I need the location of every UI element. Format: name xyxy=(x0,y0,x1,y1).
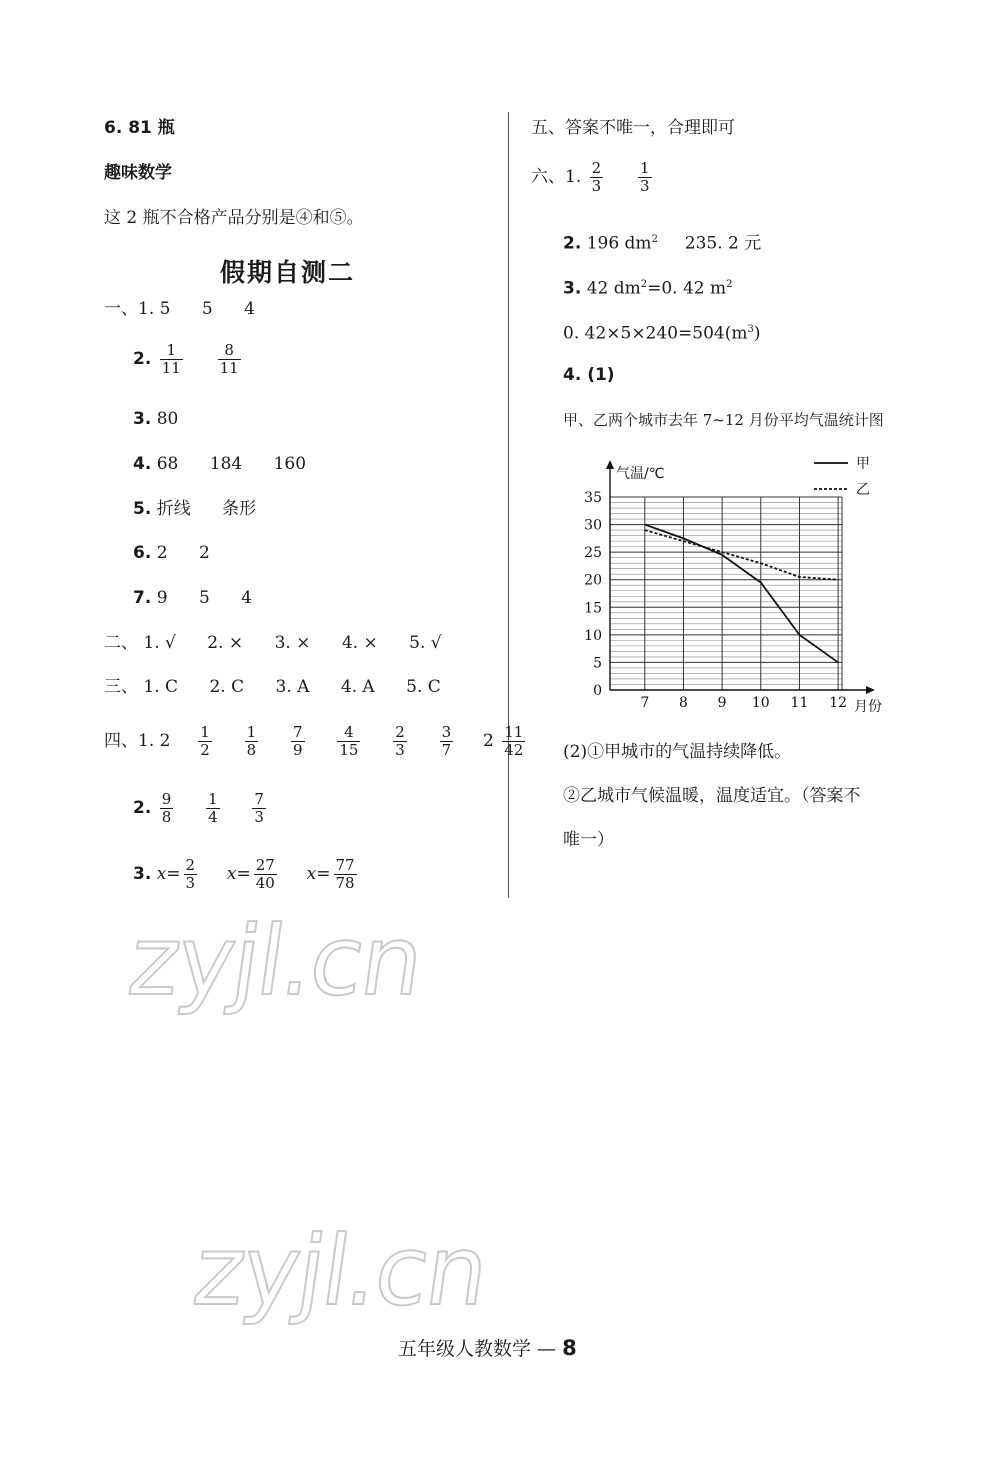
s4-q2-f0 xyxy=(160,791,174,826)
s6-q4-2: (2)①甲城市的气温持续降低。 xyxy=(563,742,792,762)
page-footer xyxy=(398,1334,577,1361)
s4-q3-var2: x= xyxy=(306,864,331,884)
s4-q2-label: 2. xyxy=(133,798,152,818)
s4-q1-mixed-whole: 2 xyxy=(482,731,494,751)
s4-q1-f2 xyxy=(291,724,305,759)
s3-i1: 2. C xyxy=(209,677,245,697)
x-tick-label: 7 xyxy=(640,695,650,711)
s6-q2-a: 196 dm xyxy=(586,233,652,254)
s2-i4: 5. √ xyxy=(409,633,442,653)
s1-q7-label: 7. xyxy=(133,588,152,608)
num: 2 xyxy=(395,723,405,741)
s4-q3-f2 xyxy=(334,857,357,892)
s1-q2 xyxy=(133,342,244,377)
num: 1 xyxy=(200,723,210,741)
num: 4 xyxy=(344,723,354,741)
s4-q3-f1 xyxy=(254,857,277,892)
s6-q4-3b: 唯一） xyxy=(563,830,614,850)
chart-title: 甲、乙两个城市去年 7~12 月份平均气温统计图 xyxy=(563,411,884,429)
num: 77 xyxy=(335,856,355,874)
s1-q3-v0: 80 xyxy=(156,409,179,429)
s4-q1-mixed xyxy=(502,724,525,759)
y-axis-label: 气温/℃ xyxy=(616,466,665,482)
fun-math-answer: 这 2 瓶不合格产品分别是④和⑤。 xyxy=(104,208,364,228)
num: 1 xyxy=(208,790,218,808)
y-tick-label: 15 xyxy=(584,600,602,617)
fun-math-heading: 趣味数学 xyxy=(104,163,172,183)
s1-q5 xyxy=(133,498,256,520)
s6-q3-line2-close: ) xyxy=(753,323,761,344)
s1-q6 xyxy=(133,542,210,564)
den: 8 xyxy=(246,741,257,759)
s6-q3-line2-sup: 3 xyxy=(747,324,754,335)
s3-i4: 5. C xyxy=(406,677,441,697)
num: 7 xyxy=(254,790,264,808)
num: 7 xyxy=(293,723,303,741)
s1-q7-v2: 4 xyxy=(241,588,252,608)
den: 2 xyxy=(200,741,210,759)
s6-q3-sup1: 2 xyxy=(640,279,648,290)
watermark-1: zyjl.cn xyxy=(122,905,429,1017)
s6-q1-f0 xyxy=(590,160,604,195)
den: 42 xyxy=(504,741,524,759)
footer-text: 五年级人教数学 — xyxy=(398,1338,563,1360)
s6-q3-mid: =0. 42 m xyxy=(647,278,727,299)
s4-q1-f3 xyxy=(337,724,360,759)
den: 3 xyxy=(395,741,405,759)
s6-q2-b: 235. 2 元 xyxy=(684,233,762,254)
s1-q4-v2: 160 xyxy=(273,454,307,474)
s1-q3-label: 3. xyxy=(133,409,152,429)
den: 3 xyxy=(185,874,196,892)
s4-q1-f5 xyxy=(440,724,454,759)
s1-q6-label: 6. xyxy=(133,543,152,563)
s1-q1-v1: 5 xyxy=(201,299,213,319)
s4-q1-lead: 2 xyxy=(159,731,171,751)
x-tick-label: 8 xyxy=(679,695,688,711)
s1-q4-v0: 68 xyxy=(156,454,179,474)
s2-i2: 3. × xyxy=(274,633,311,653)
series-line-1 xyxy=(645,530,838,580)
s2-i3: 4. × xyxy=(341,633,378,653)
y-tick-label: 10 xyxy=(584,627,602,644)
chart-series xyxy=(645,525,838,663)
s1-q7-v1: 5 xyxy=(198,588,210,608)
s5-answer: 五、答案不唯一，合理即可 xyxy=(531,118,735,138)
temperature-chart xyxy=(560,455,900,720)
y-axis-arrow xyxy=(606,460,614,469)
s6-q2 xyxy=(563,229,761,255)
s6-q3-sup2: 2 xyxy=(726,279,733,290)
num: 2 xyxy=(185,856,196,874)
chart-legend xyxy=(814,456,870,498)
den: 15 xyxy=(339,741,359,759)
s6-q1 xyxy=(531,160,655,195)
s3-i2: 3. A xyxy=(275,677,310,697)
chart-ticks xyxy=(584,490,847,711)
x-tick-label: 9 xyxy=(717,695,727,711)
s4-q3 xyxy=(133,857,360,892)
chart-grid xyxy=(610,497,842,690)
section-title: 假期自测二 xyxy=(220,258,356,287)
s1-q2-frac1 xyxy=(218,342,241,377)
den: 3 xyxy=(591,177,602,195)
s1-q4 xyxy=(133,453,306,475)
s4-q3-f0 xyxy=(184,857,198,892)
s3-i3: 4. A xyxy=(340,677,375,697)
s3-row xyxy=(104,676,441,698)
s1-q6-v0: 2 xyxy=(156,543,168,563)
den: 9 xyxy=(293,741,303,759)
page-number: 8 xyxy=(562,1336,577,1360)
watermark-2: zyjl.cn xyxy=(187,1215,494,1327)
num: 3 xyxy=(441,723,452,741)
s1-q5-v0: 折线 xyxy=(156,499,191,519)
s6-q4: 4. (1) xyxy=(563,365,615,385)
s6-q2-label: 2. xyxy=(563,233,582,254)
s6-q3-text: 42 dm xyxy=(586,278,641,299)
y-tick-label: 30 xyxy=(584,517,602,534)
s1-q5-label: 5. xyxy=(133,499,152,519)
s4-q2 xyxy=(133,791,269,826)
s6-q2-a-sup: 2 xyxy=(651,234,658,245)
num: 27 xyxy=(255,856,275,874)
num: 9 xyxy=(161,790,172,808)
s4-q1 xyxy=(104,724,528,759)
s6-q1-f1 xyxy=(638,160,652,195)
y-tick-label: 5 xyxy=(593,655,602,672)
s4-q3-var0: x= xyxy=(156,864,181,884)
den: 40 xyxy=(255,874,275,892)
s1-q7 xyxy=(133,587,252,609)
s1-q1-label: 一、1. xyxy=(104,299,155,319)
s6-q3 xyxy=(563,274,733,300)
s4-q1-f0 xyxy=(198,724,212,759)
legend-label-1: 乙 xyxy=(856,482,870,498)
den: 11 xyxy=(161,359,181,377)
s6-q3-label: 3. xyxy=(563,278,582,299)
s4-q2-f2 xyxy=(252,791,266,826)
den: 78 xyxy=(335,874,355,892)
s4-q1-label: 四、1. xyxy=(104,731,155,751)
chart-axes xyxy=(606,460,882,715)
s1-q7-v0: 9 xyxy=(156,588,168,608)
num: 1 xyxy=(246,723,257,741)
y-tick-label: 0 xyxy=(593,683,602,699)
x-tick-label: 11 xyxy=(790,695,809,711)
series-line-0 xyxy=(645,525,838,663)
den: 11 xyxy=(219,359,239,377)
s4-q1-f1 xyxy=(245,724,259,759)
s4-q1-f4 xyxy=(393,724,407,759)
den: 3 xyxy=(254,808,264,826)
s4-q3-var1: x= xyxy=(226,864,251,884)
legend-label-0: 甲 xyxy=(856,456,870,472)
s6-q4-3a: ②乙城市气候温暖，温度适宜。（答案不 xyxy=(563,786,861,806)
s3-i0: 1. C xyxy=(143,677,179,697)
s3-label: 三、 xyxy=(104,677,138,697)
s1-q5-v1: 条形 xyxy=(222,499,257,519)
num: 8 xyxy=(224,341,234,359)
x-axis-arrow xyxy=(866,686,875,694)
den: 8 xyxy=(161,808,172,826)
s1-q1 xyxy=(104,298,255,320)
s1-q4-label: 4. xyxy=(133,454,152,474)
s6-q3-line2-text: 0. 42×5×240=504(m xyxy=(563,323,748,344)
s1-q1-v0: 5 xyxy=(159,299,171,319)
den: 4 xyxy=(208,808,218,826)
den: 3 xyxy=(640,177,650,195)
x-axis-label: 月份 xyxy=(854,699,882,715)
num: 11 xyxy=(504,723,524,741)
num: 1 xyxy=(166,341,177,359)
s1-q2-label: 2. xyxy=(133,349,152,369)
s2-i0: 1. √ xyxy=(143,633,176,653)
s2-label: 二、 xyxy=(104,633,138,653)
y-tick-label: 20 xyxy=(584,572,602,589)
s2-i1: 2. × xyxy=(207,633,244,653)
s4-q3-label: 3. xyxy=(133,864,152,884)
num: 2 xyxy=(591,159,602,177)
x-tick-label: 10 xyxy=(751,695,770,711)
s1-q6-v1: 2 xyxy=(198,543,210,563)
item-6: 6. 81 瓶 xyxy=(104,118,175,138)
s2-row xyxy=(104,632,442,654)
y-tick-label: 35 xyxy=(584,490,602,506)
s6-q3-line2 xyxy=(563,319,760,345)
s1-q1-v2: 4 xyxy=(244,299,255,319)
s6-q1-label: 六、1. xyxy=(531,167,582,187)
column-divider xyxy=(508,112,509,898)
s4-q2-f1 xyxy=(206,791,220,826)
s1-q4-v1: 184 xyxy=(209,454,243,474)
s1-q2-frac0 xyxy=(160,342,183,377)
num: 1 xyxy=(640,159,650,177)
y-tick-label: 25 xyxy=(584,545,602,562)
x-tick-label: 12 xyxy=(829,695,848,711)
den: 7 xyxy=(441,741,452,759)
s1-q3 xyxy=(133,408,178,430)
